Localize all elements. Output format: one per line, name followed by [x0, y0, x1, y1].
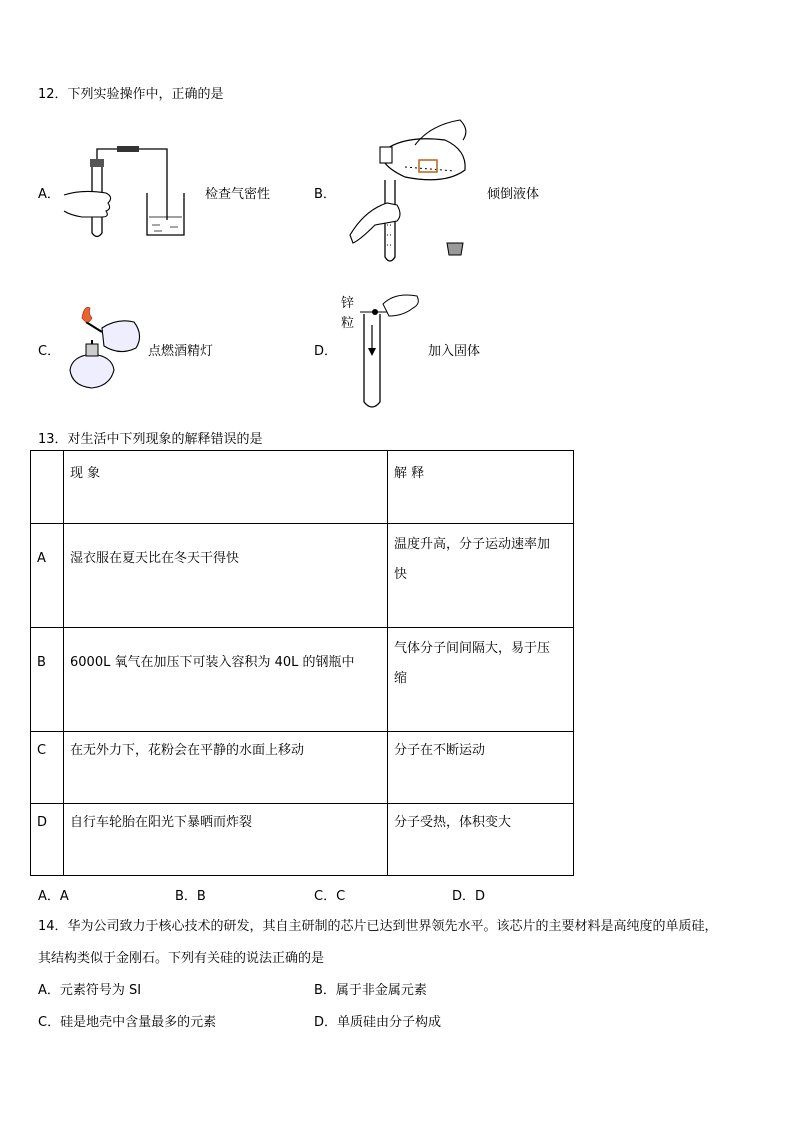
- row-explanation: [388, 524, 573, 590]
- q12-option-d-caption: 加入固体: [428, 344, 481, 359]
- row-explanation: 分子受热，体积变大: [394, 815, 512, 830]
- row-phenomenon: 湿衣服在夏天比在冬天干得快: [70, 551, 240, 566]
- row-key: C: [37, 743, 47, 758]
- header-blank: [31, 451, 63, 459]
- table-row: [31, 628, 574, 732]
- adding-solid-figure: [355, 290, 425, 410]
- zinc-label-char2: 粒: [341, 316, 355, 331]
- q14-option-d: D．单质硅由分子构成: [314, 1015, 442, 1030]
- q12-option-c-letter: C．: [38, 344, 61, 359]
- airtightness-check-figure: [62, 145, 192, 240]
- row-phenomenon: 在无外力下，花粉会在平静的水面上移动: [70, 743, 305, 758]
- table-row: [31, 804, 574, 876]
- header-explanation: 解 释: [394, 466, 425, 481]
- explanation-line: 缩: [394, 671, 408, 686]
- row-key: B: [37, 655, 46, 670]
- row-phenomenon: 自行车轮胎在阳光下暴晒而炸裂: [70, 815, 253, 830]
- pouring-liquid-figure: [345, 115, 475, 265]
- table-header-row: [31, 451, 574, 524]
- q13-answer-d: D．D: [452, 889, 486, 904]
- row-explanation: 分子在不断运动: [394, 743, 486, 758]
- q12-option-a-caption: 检查气密性: [205, 187, 271, 202]
- q12-stem: 12．下列实验操作中，正确的是: [38, 87, 224, 102]
- table-row: [31, 732, 574, 804]
- zinc-label-char1: 锌: [341, 296, 355, 311]
- row-key: D: [37, 815, 48, 830]
- q12-option-b-letter: B．: [314, 187, 336, 202]
- q12-option-c-caption: 点燃酒精灯: [148, 344, 214, 359]
- q14-option-b: B．属于非金属元素: [314, 983, 427, 998]
- q14-option-a: A．元素符号为 SI: [38, 983, 142, 998]
- lighting-alcohol-lamp-figure: [62, 300, 144, 392]
- q13-answer-b: B．B: [175, 889, 206, 904]
- explanation-line: 气体分子间间隔大，易于压: [394, 641, 551, 656]
- q13-stem: 13．对生活中下列现象的解释错误的是: [38, 432, 263, 447]
- explanation-line: 温度升高，分子运动速率加: [394, 537, 551, 552]
- q12-option-a-letter: A．: [38, 187, 60, 202]
- q12-option-d-letter: D．: [314, 344, 338, 359]
- q13-answer-c: C．C: [314, 889, 346, 904]
- q13-answer-a: A．A: [38, 889, 69, 904]
- row-explanation: [388, 628, 573, 694]
- row-key: A: [37, 551, 46, 566]
- q14-option-c: C．硅是地壳中含量最多的元素: [38, 1015, 217, 1030]
- explanation-line: 快: [394, 567, 408, 582]
- q14-stem-line2: 其结构类似于金刚石。下列有关硅的说法正确的是: [38, 951, 325, 966]
- table-row: [31, 524, 574, 628]
- q13-table: [30, 450, 574, 876]
- q12-option-b-caption: 倾倒液体: [487, 187, 540, 202]
- row-phenomenon: 6000L 氧气在加压下可装入容积为 40L 的钢瓶中: [70, 655, 355, 670]
- q14-stem-line1: 14．华为公司致力于核心技术的研发，其自主研制的芯片已达到世界领先水平。该芯片的主要材料是高纯度的单质硅，: [38, 919, 718, 934]
- header-phenomenon: 现 象: [70, 466, 101, 481]
